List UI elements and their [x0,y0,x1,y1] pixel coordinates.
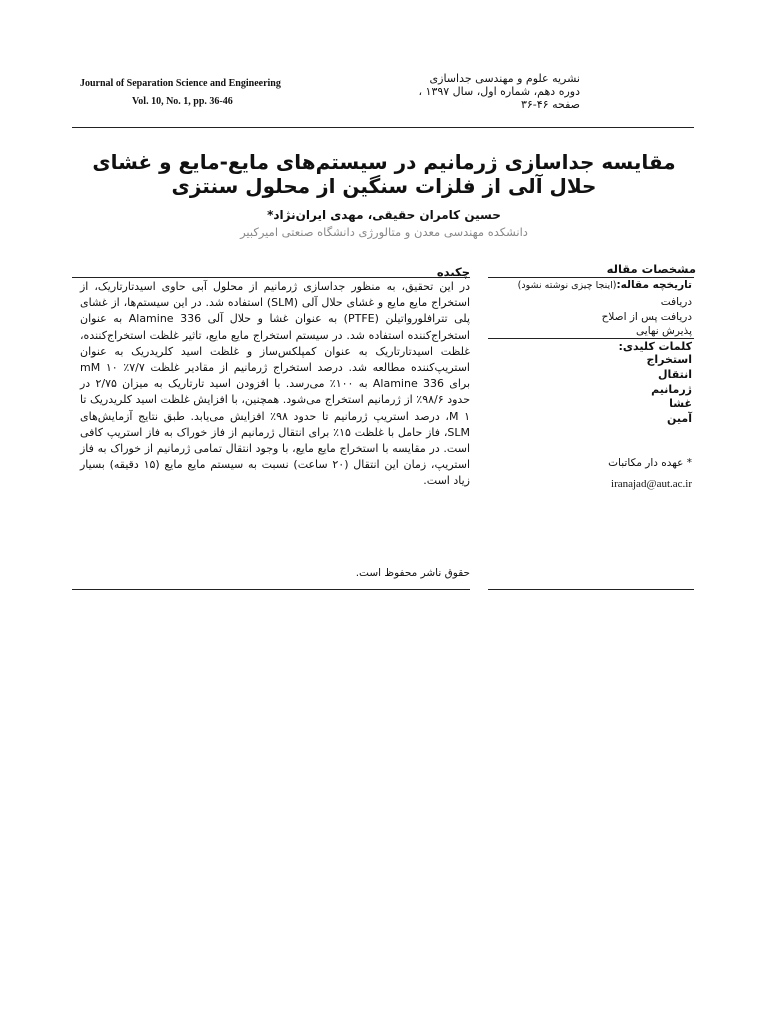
abstract-top-rule [72,277,470,278]
journal-persian-volume: دوره دهم، شماره اول، سال ۱۳۹۷ ، [418,85,580,98]
keyword: غشا [669,397,692,410]
keywords-label: کلمات کلیدی: [618,340,692,353]
history-label: تاریخچه مقاله: [616,279,692,291]
abstract-text: در این تحقیق، به منظور جداسازی ژرمانیم از محلول آبی حاوی اسیدتارتاریک، از استخراج مایع مایع و غشای حلال آلی (SLM) استفاده شد. در این سیستم‌ها، از غشای پلی تترافلورواتیلن (PTFE) به عنوان غشا و حلال آلی Alamine 336 به عنوان استخراج‌کننده استفاده شد. در سیستم استخراج مایع مایع، تاثیر غلظت استخراج‌کننده، غلظت اسیدتارتاریک به عنوان کمپلکس‌ساز و غلظت اسید کلریدریک به عنوان استریپ‌کننده مطالعه شد. درصد استخراج ژرمانیم از مقادیر غلظت ۷/۷٪ ۱۰ mM برای Alamine 336 به ۱۰۰٪ می‌رسد. با افزودن اسید تارتاریک به میزان ۲/۷۵ در حدود ۹۸/۶٪ از ژرمانیم استخراج می‌شود. همچنین، با افزایش غلظت اسید کلریدریک تا M ۱، درصد استریپ ژرمانیم تا حدود ۹۸٪ افزایش می‌یابد. طبق نتایج آزمایش‌های SLM، فاز حامل با غلظت ۱۵٪ برای انتقال ژرمانیم از فاز خوراک به فاز استریپ کافی است. در مقایسه با استخراج مایع مایع، با وجود انتقال تمامی ژرمانیم از خوراک به فاز استریپ، زمان این انتقال (۲۰ ساعت) نسبت به سیستم مایع مایع (۱۵ دقیقه) بسیار زیاد است. [80,280,471,488]
article-title: مقایسه جداسازی ژرمانیم در سیستم‌های مایع-مایع و غشای حلال آلی از فلزات سنگین از محلول سنتزی [92,150,676,198]
journal-persian-pages: صفحه ۴۶-۳۶ [520,98,580,111]
corresponding-author-note: * عهده دار مکاتبات [608,457,692,469]
article-info-heading: مشخصات مقاله [606,262,696,276]
revised-date: دریافت پس از اصلاح [601,311,692,323]
copyright-notice: حقوق ناشر محفوظ است. [355,567,470,579]
article-history [518,279,692,291]
received-date: دریافت [660,296,692,308]
article-info-top-rule [488,277,694,278]
article-authors: حسین کامران حقیقی، مهدی ایران‌نژاد* [267,208,501,222]
journal-english-title: Journal of Separation Science and Engineering [80,78,281,89]
article-info-bottom-rule [488,589,694,590]
corresponding-email: iranajad@aut.ac.ir [611,478,692,490]
abstract-bottom-rule [72,589,470,590]
keyword: ژرمانیم [651,383,692,396]
article-affiliation: دانشکده مهندسی معدن و متالورژی دانشگاه صنعتی امیرکبیر [240,225,528,239]
journal-persian-title: نشریه علوم و مهندسی جداسازی [429,72,580,85]
keywords-rule [488,338,694,339]
keyword: آمین [667,412,692,425]
accepted-date: پذیرش نهایی [636,325,692,337]
keyword: استخراج [646,353,692,366]
header-rule [72,127,694,128]
abstract-heading: چکیده [436,265,470,279]
journal-english-volume: Vol. 10, No. 1, pp. 36-46 [132,96,233,107]
keyword: انتقال [658,368,692,381]
history-note: (اینجا چیزی نوشته نشود) [517,280,617,291]
